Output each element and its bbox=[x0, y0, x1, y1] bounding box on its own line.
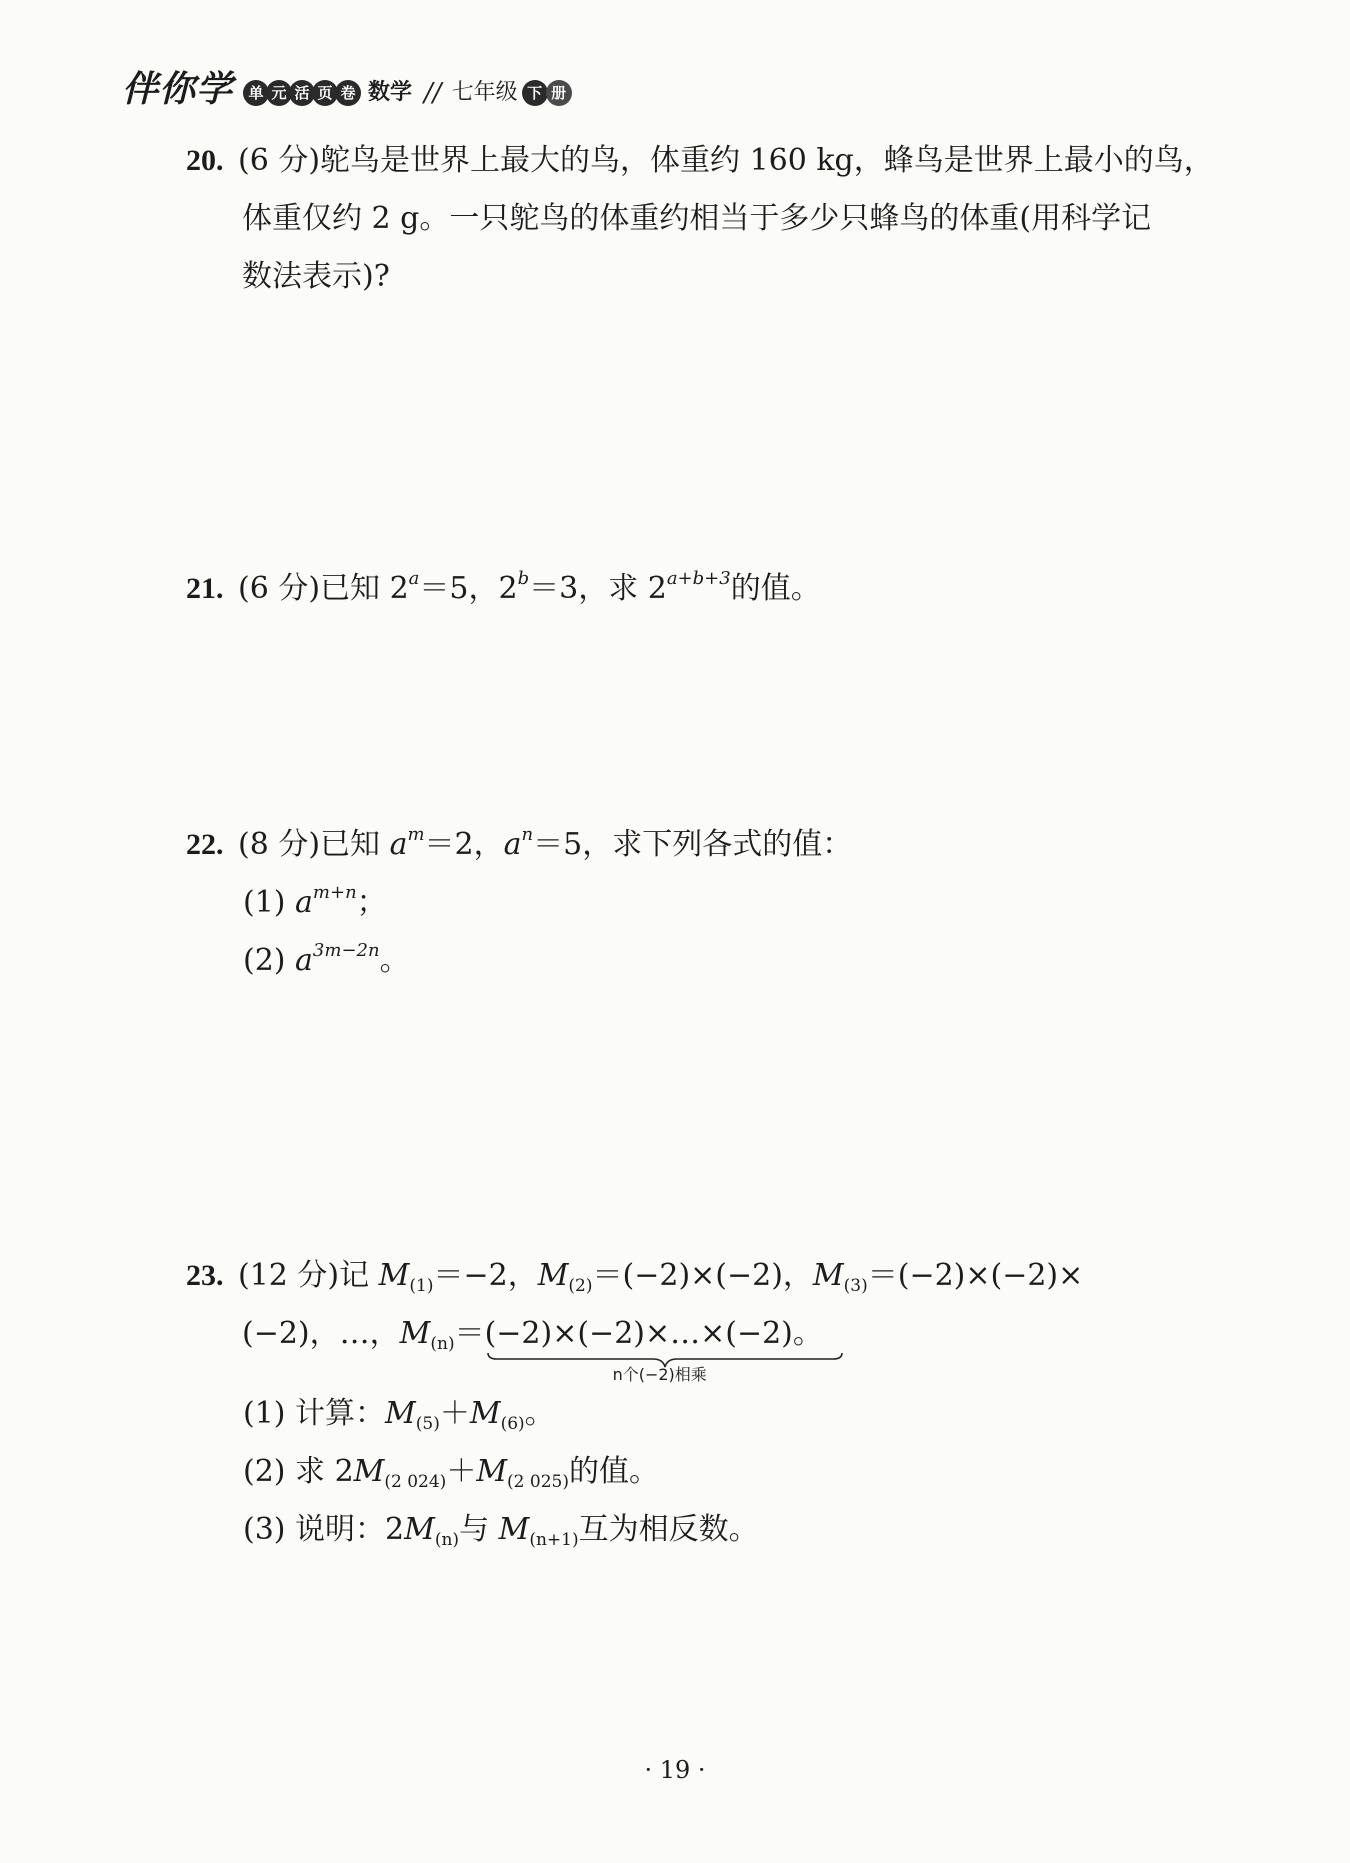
question-text: (−2)，…，$M_{(n)}=(-2)\times(-2)\times\dots\times(-2)$ n个(−2)相乘 。 bbox=[186, 1305, 1083, 1385]
exponent: a+b+3 bbox=[666, 568, 731, 589]
question-20 bbox=[186, 132, 1214, 306]
subquestion-1: (1) $a^{m+n}$； bbox=[243, 882, 387, 920]
exponent: n bbox=[521, 824, 534, 845]
question-number: 23. bbox=[186, 1259, 224, 1292]
question-text: ＝5，求下列各式的值： bbox=[533, 827, 853, 862]
subquestion-2: (2) 求 $2M_{(2 024)}+M_{(2 025)}$的值。 bbox=[243, 1454, 659, 1492]
variable: a bbox=[389, 827, 408, 862]
question-text: (6 分)鸵鸟是世界上最大的鸟，体重约 160 kg，蜂鸟是世界上最小的鸟， bbox=[238, 143, 1214, 178]
question-number: 20. bbox=[186, 144, 224, 177]
question-text: 的值。 bbox=[730, 571, 821, 606]
question-22 bbox=[186, 816, 852, 990]
brand-title: 伴你学 bbox=[122, 69, 234, 110]
question-text: 体重仅约 2 g。一只鸵鸟的体重约相当于多少只蜂鸟的体重(用科学记 bbox=[242, 201, 1152, 236]
grade-label: 七年级 bbox=[451, 80, 518, 105]
subquestion-2: (2) $a^{3m-2n}$。 bbox=[243, 940, 410, 978]
page-header bbox=[122, 58, 572, 108]
exponent: m+n bbox=[312, 882, 357, 903]
exponent: b bbox=[517, 568, 530, 589]
question-number: 22. bbox=[186, 828, 224, 861]
exponent: a bbox=[408, 568, 420, 589]
product-with-brace: (−2)×(−2)×…×(−2) n个(−2)相乘 bbox=[485, 1305, 793, 1363]
series-char: 元 bbox=[266, 80, 292, 106]
variable: a bbox=[503, 827, 522, 862]
series-char: 活 bbox=[289, 80, 315, 106]
volume-char: 下 bbox=[522, 80, 548, 106]
series-char: 页 bbox=[312, 80, 338, 106]
question-number: 21. bbox=[186, 572, 224, 605]
volume-char: 册 bbox=[546, 80, 572, 106]
subquestion-3: (3) 说明：$2M_{(n)}$与 $M_{(n+1)}$互为相反数。 bbox=[243, 1512, 759, 1550]
subquestion-1: (1) 计算：$M_{(5)}+M_{(6)}$。 bbox=[243, 1396, 555, 1434]
exponent: 3m−2n bbox=[312, 940, 380, 961]
page-number: · 19 · bbox=[644, 1756, 706, 1784]
question-text: 数法表示)? bbox=[242, 259, 390, 294]
subject-label: 数学 bbox=[368, 80, 413, 105]
header-separator: // bbox=[424, 78, 442, 108]
brace-label: n个(−2)相乘 bbox=[612, 1365, 707, 1384]
question-21 bbox=[186, 560, 821, 618]
question-23: 23. (12 分)记 $M_{(1)}=-2$，$M_{(2)}=(-2)\times(-2)$，$M_{(3)}=(-2)\times(-2)\times$ (−2)，…，$M_{(n)}=(-2)\times(-2)\times\dots\times(-2)$ n个(−2)相乘 。 (1) 计算：$M_{(5)}+M_{(6)}$。 (2) 求 $2M_{(2 024)}+M_{(2 025)}$的值。 (3) 说明：$2M_{(n)}$与 $M_{(n+1)}$互为相反数。 bbox=[186, 1247, 1083, 1559]
question-text: ＝3，求 2 bbox=[529, 571, 667, 606]
question-text: ＝5，2 bbox=[419, 571, 518, 606]
question-text: (6 分)已知 2 bbox=[238, 571, 409, 606]
series-char: 卷 bbox=[335, 80, 361, 106]
question-text: (8 分)已知 bbox=[238, 827, 390, 862]
question-text: ＝2， bbox=[424, 827, 504, 862]
series-char: 单 bbox=[243, 80, 269, 106]
series-badge bbox=[243, 80, 358, 106]
exponent: m bbox=[407, 824, 425, 845]
